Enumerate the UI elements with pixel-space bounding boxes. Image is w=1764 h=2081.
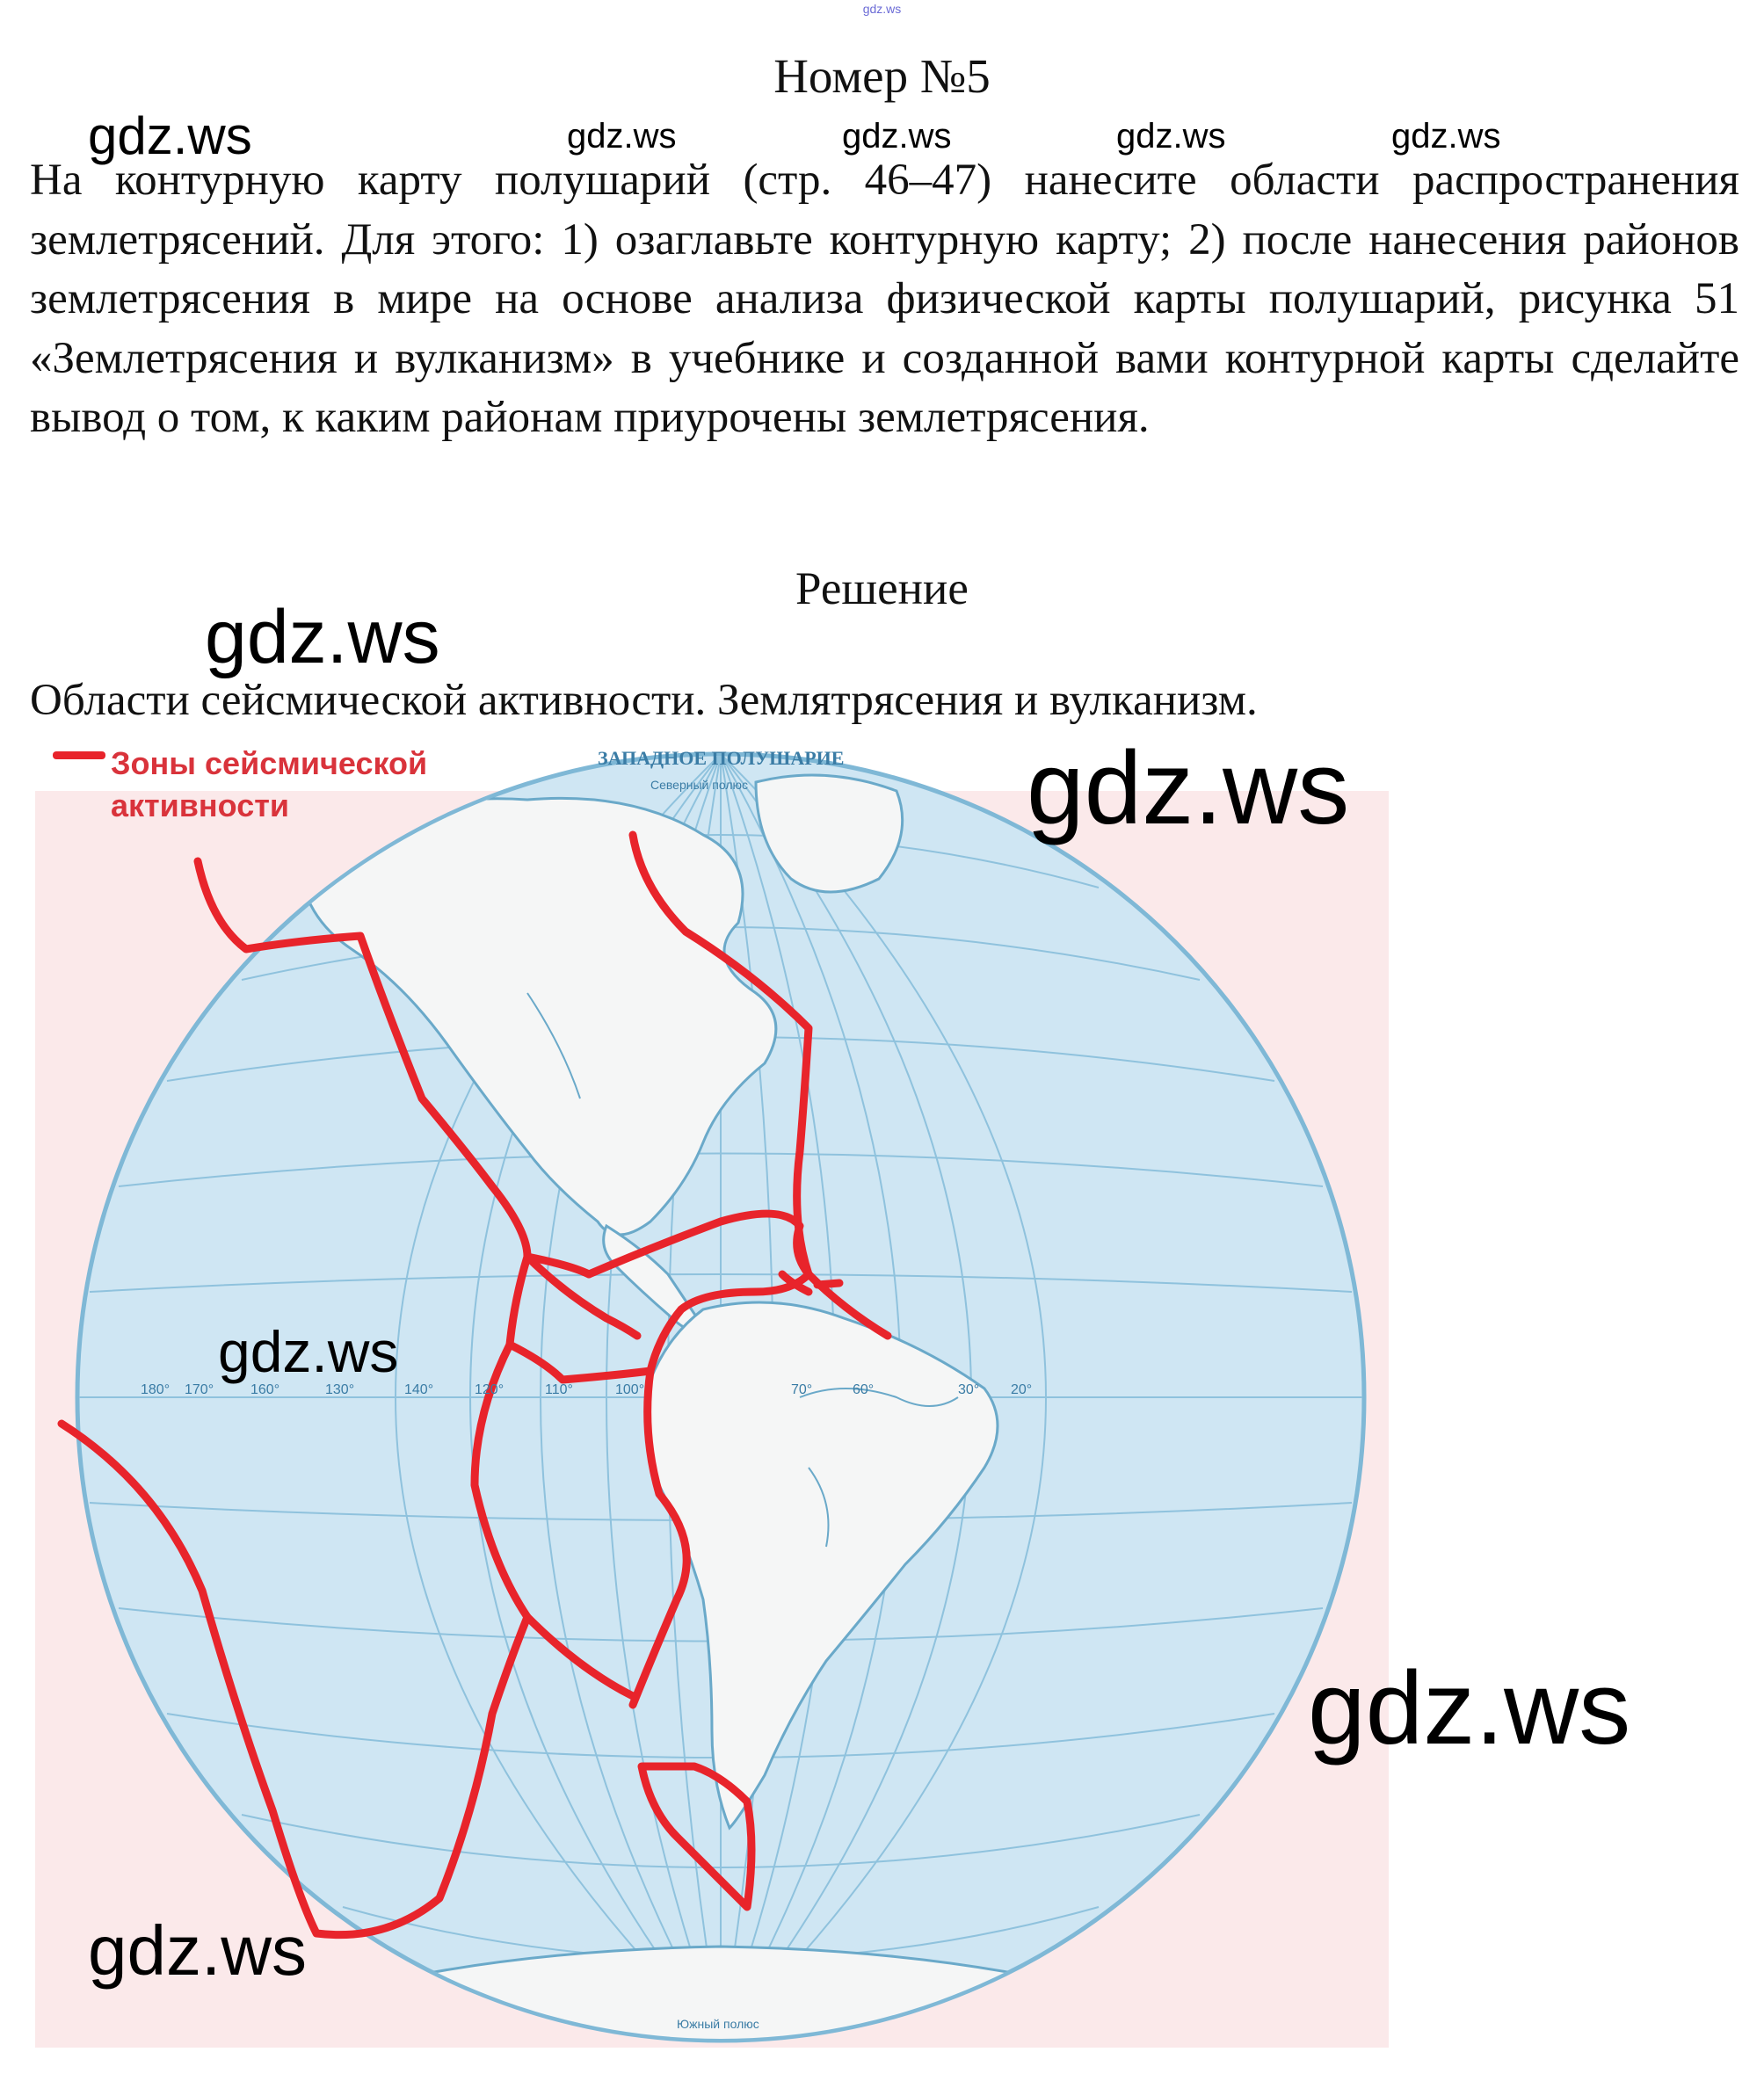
- svg-text:160°: 160°: [250, 1382, 280, 1397]
- solution-heading: Решение: [795, 563, 969, 614]
- svg-text:180°: 180°: [141, 1382, 171, 1397]
- svg-text:30°: 30°: [958, 1382, 980, 1397]
- south-pole-label: Южный полюс: [677, 2017, 759, 2031]
- legend-label: Зоны сейсмической активности: [111, 745, 428, 823]
- page-title: Номер №5: [773, 49, 991, 103]
- svg-text:130°: 130°: [325, 1382, 355, 1397]
- seismic-line-azores-dash-2: [817, 1283, 839, 1285]
- watermark: gdz.ws: [1116, 117, 1226, 156]
- svg-text:100°: 100°: [615, 1382, 645, 1397]
- svg-text:120°: 120°: [475, 1382, 505, 1397]
- svg-text:60°: 60°: [853, 1382, 875, 1397]
- watermark: gdz.ws: [218, 1319, 399, 1384]
- svg-text:110°: 110°: [545, 1382, 573, 1397]
- site-mark: gdz.ws: [862, 2, 902, 16]
- legend-line-swatch: [53, 751, 105, 759]
- watermark: gdz.ws: [205, 595, 440, 679]
- svg-text:20°: 20°: [1011, 1382, 1033, 1397]
- north-pole-label: Северный полюс: [650, 778, 748, 792]
- watermark: gdz.ws: [842, 117, 952, 156]
- hemisphere-map: [35, 729, 1389, 2048]
- map-caption: Области сейсмической активности. Землятрясения и вулканизм.: [30, 676, 1258, 725]
- svg-text:170°: 170°: [185, 1382, 214, 1397]
- watermark: gdz.ws: [88, 1911, 307, 1990]
- hemisphere-label: ЗАПАДНОЕ ПОЛУШАРИЕ: [598, 747, 845, 769]
- svg-text:140°: 140°: [404, 1382, 434, 1397]
- task-text: На контурную карту полушарий (стр. 46–47) нанесите области распространения землетрясений. Для этого: 1) озаглавьте контурную карту; 2) после нанесения районов землетрясения в мире на основе анализа физической карты полушарий, рисунка 51 «Землетрясения и вулканизм» в учебнике и созданной вами контурной карты сделайте вывод о том, к каким районам приурочены землетрясения.: [30, 156, 1739, 442]
- watermark: gdz.ws: [1308, 1650, 1631, 1766]
- watermark: gdz.ws: [1391, 117, 1501, 156]
- watermark: gdz.ws: [567, 117, 677, 156]
- watermark: gdz.ws: [88, 106, 252, 165]
- svg-text:70°: 70°: [791, 1382, 813, 1397]
- watermark: gdz.ws: [1027, 730, 1350, 846]
